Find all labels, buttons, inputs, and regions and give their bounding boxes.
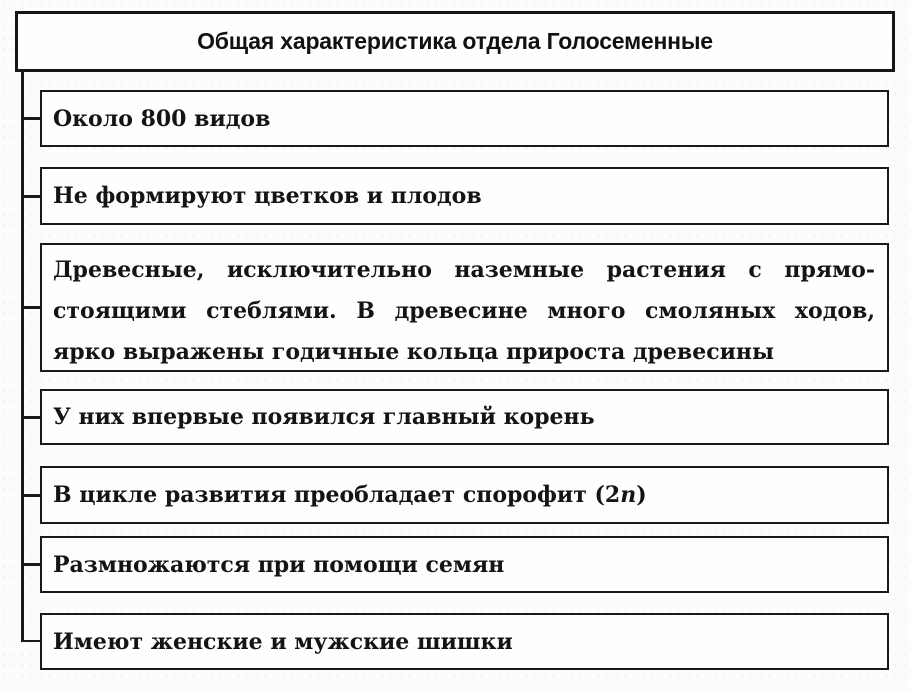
characteristic-text-line: стоящими стеблями. В древесине много смоляных ходов, <box>53 298 875 324</box>
connector-tick-4 <box>21 416 40 419</box>
connector-tick-1 <box>21 117 40 120</box>
characteristic-text-suffix: ) <box>636 482 647 508</box>
characteristic-box-no-flowers <box>40 167 889 225</box>
characteristic-text <box>53 482 647 508</box>
characteristic-box-main-root <box>40 389 889 445</box>
connector-tick-2 <box>21 195 40 198</box>
ploidy-variable: n <box>620 482 637 508</box>
characteristic-box-sporophyte <box>40 466 889 524</box>
characteristic-text-prefix: В цикле развития преобладает спорофит (2 <box>53 482 621 508</box>
characteristic-box-species-count <box>40 90 889 147</box>
characteristic-box-seeds <box>40 536 889 593</box>
characteristic-text: Около 800 видов <box>53 105 271 132</box>
connector-tick-6 <box>21 563 40 566</box>
title-box <box>15 11 895 72</box>
characteristic-box-woody-plants <box>40 243 889 372</box>
characteristic-text: Не формируют цветков и плодов <box>53 183 482 209</box>
connector-elbow-7 <box>21 640 40 643</box>
characteristic-text: У них впервые появился главный корень <box>53 404 595 430</box>
characteristic-text: Имеют женские и мужские шишки <box>53 628 513 655</box>
characteristic-text-line: ярко выражены годичные кольца прироста древесины <box>53 339 775 365</box>
characteristic-text-line: Древесные, исключительно наземные растения с прямо- <box>53 257 875 283</box>
connector-vertical-line <box>21 69 24 642</box>
connector-tick-3 <box>21 306 40 309</box>
characteristic-text: Размножаются при помощи семян <box>53 551 505 578</box>
page-title: Общая характеристика отдела Голосеменные <box>197 28 713 54</box>
characteristic-box-cones <box>40 613 889 670</box>
connector-tick-5 <box>21 494 40 497</box>
